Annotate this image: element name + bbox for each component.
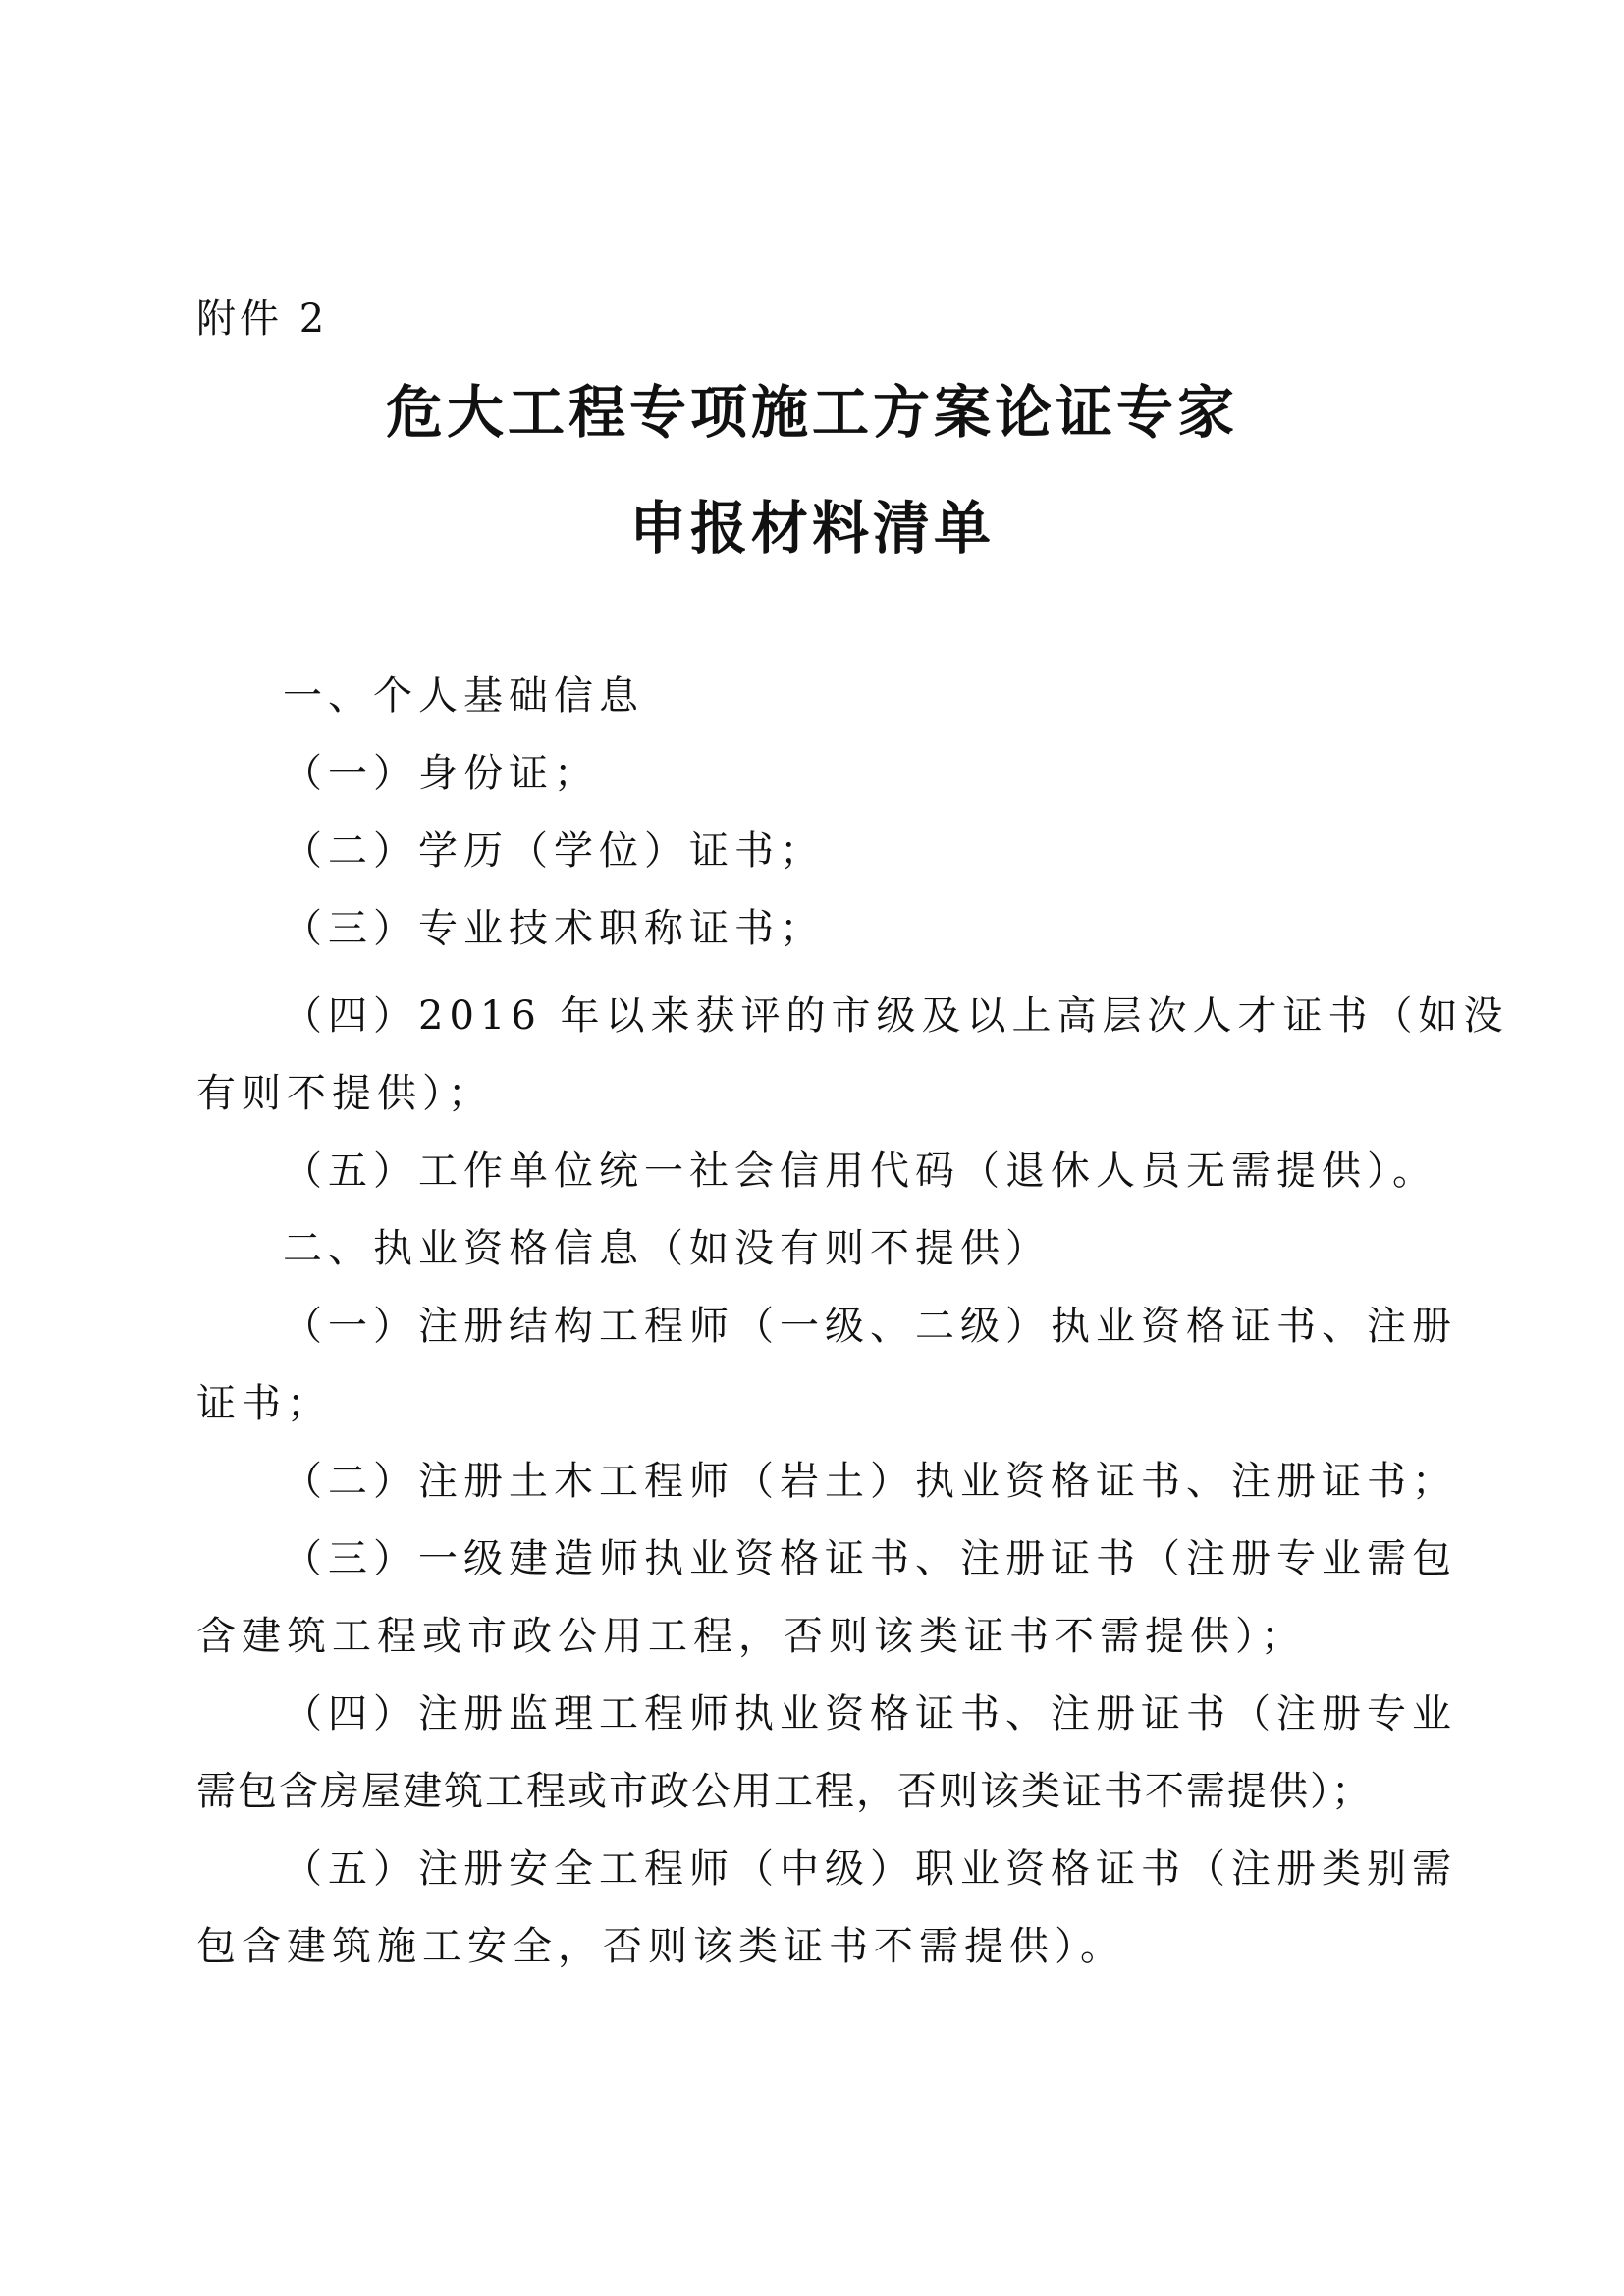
section-1-item-4-continued: 有则不提供）； bbox=[196, 1071, 493, 1116]
section-1-item-2: （二）学历（学位）证书； bbox=[283, 828, 825, 874]
section-1-heading: 一、个人基础信息 bbox=[283, 673, 644, 719]
section-2-item-5: （五）注册安全工程师（中级）职业资格证书（注册类别需 bbox=[283, 1846, 1457, 1892]
section-1-item-3: （三）专业技术职称证书； bbox=[283, 906, 825, 951]
section-2-item-5-continued: 包含建筑施工安全，否则该类证书不需提供）。 bbox=[196, 1924, 1125, 1969]
section-2-item-1: （一）注册结构工程师（一级、二级）执业资格证书、注册 bbox=[283, 1304, 1457, 1349]
section-2-item-3-continued: 含建筑工程或市政公用工程，否则该类证书不需提供）； bbox=[196, 1614, 1306, 1659]
document-title-line-2: 申报材料清单 bbox=[628, 495, 995, 561]
attachment-label: 附件 2 bbox=[196, 296, 329, 342]
section-2-item-2: （二）注册土木工程师（岩土）执业资格证书、注册证书； bbox=[283, 1459, 1457, 1504]
section-1-item-4: （四）2016 年以来获评的市级及以上高层次人才证书（如没 bbox=[283, 993, 1509, 1039]
section-1-item-5: （五）工作单位统一社会信用代码（退休人员无需提供）。 bbox=[283, 1148, 1437, 1194]
section-2-item-4: （四）注册监理工程师执业资格证书、注册证书（注册专业 bbox=[283, 1691, 1457, 1736]
section-2-item-4-continued: 需包含房屋建筑工程或市政公用工程，否则该类证书不需提供）； bbox=[196, 1769, 1373, 1814]
section-2-item-1-continued: 证书； bbox=[196, 1381, 332, 1426]
document-title-line-1: 危大工程专项施工方案论证专家 bbox=[385, 379, 1238, 446]
section-1-item-1: （一）身份证； bbox=[283, 751, 599, 796]
section-2-heading: 二、执业资格信息（如没有则不提供） bbox=[283, 1226, 1051, 1271]
section-2-item-3: （三）一级建造师执业资格证书、注册证书（注册专业需包 bbox=[283, 1536, 1457, 1581]
